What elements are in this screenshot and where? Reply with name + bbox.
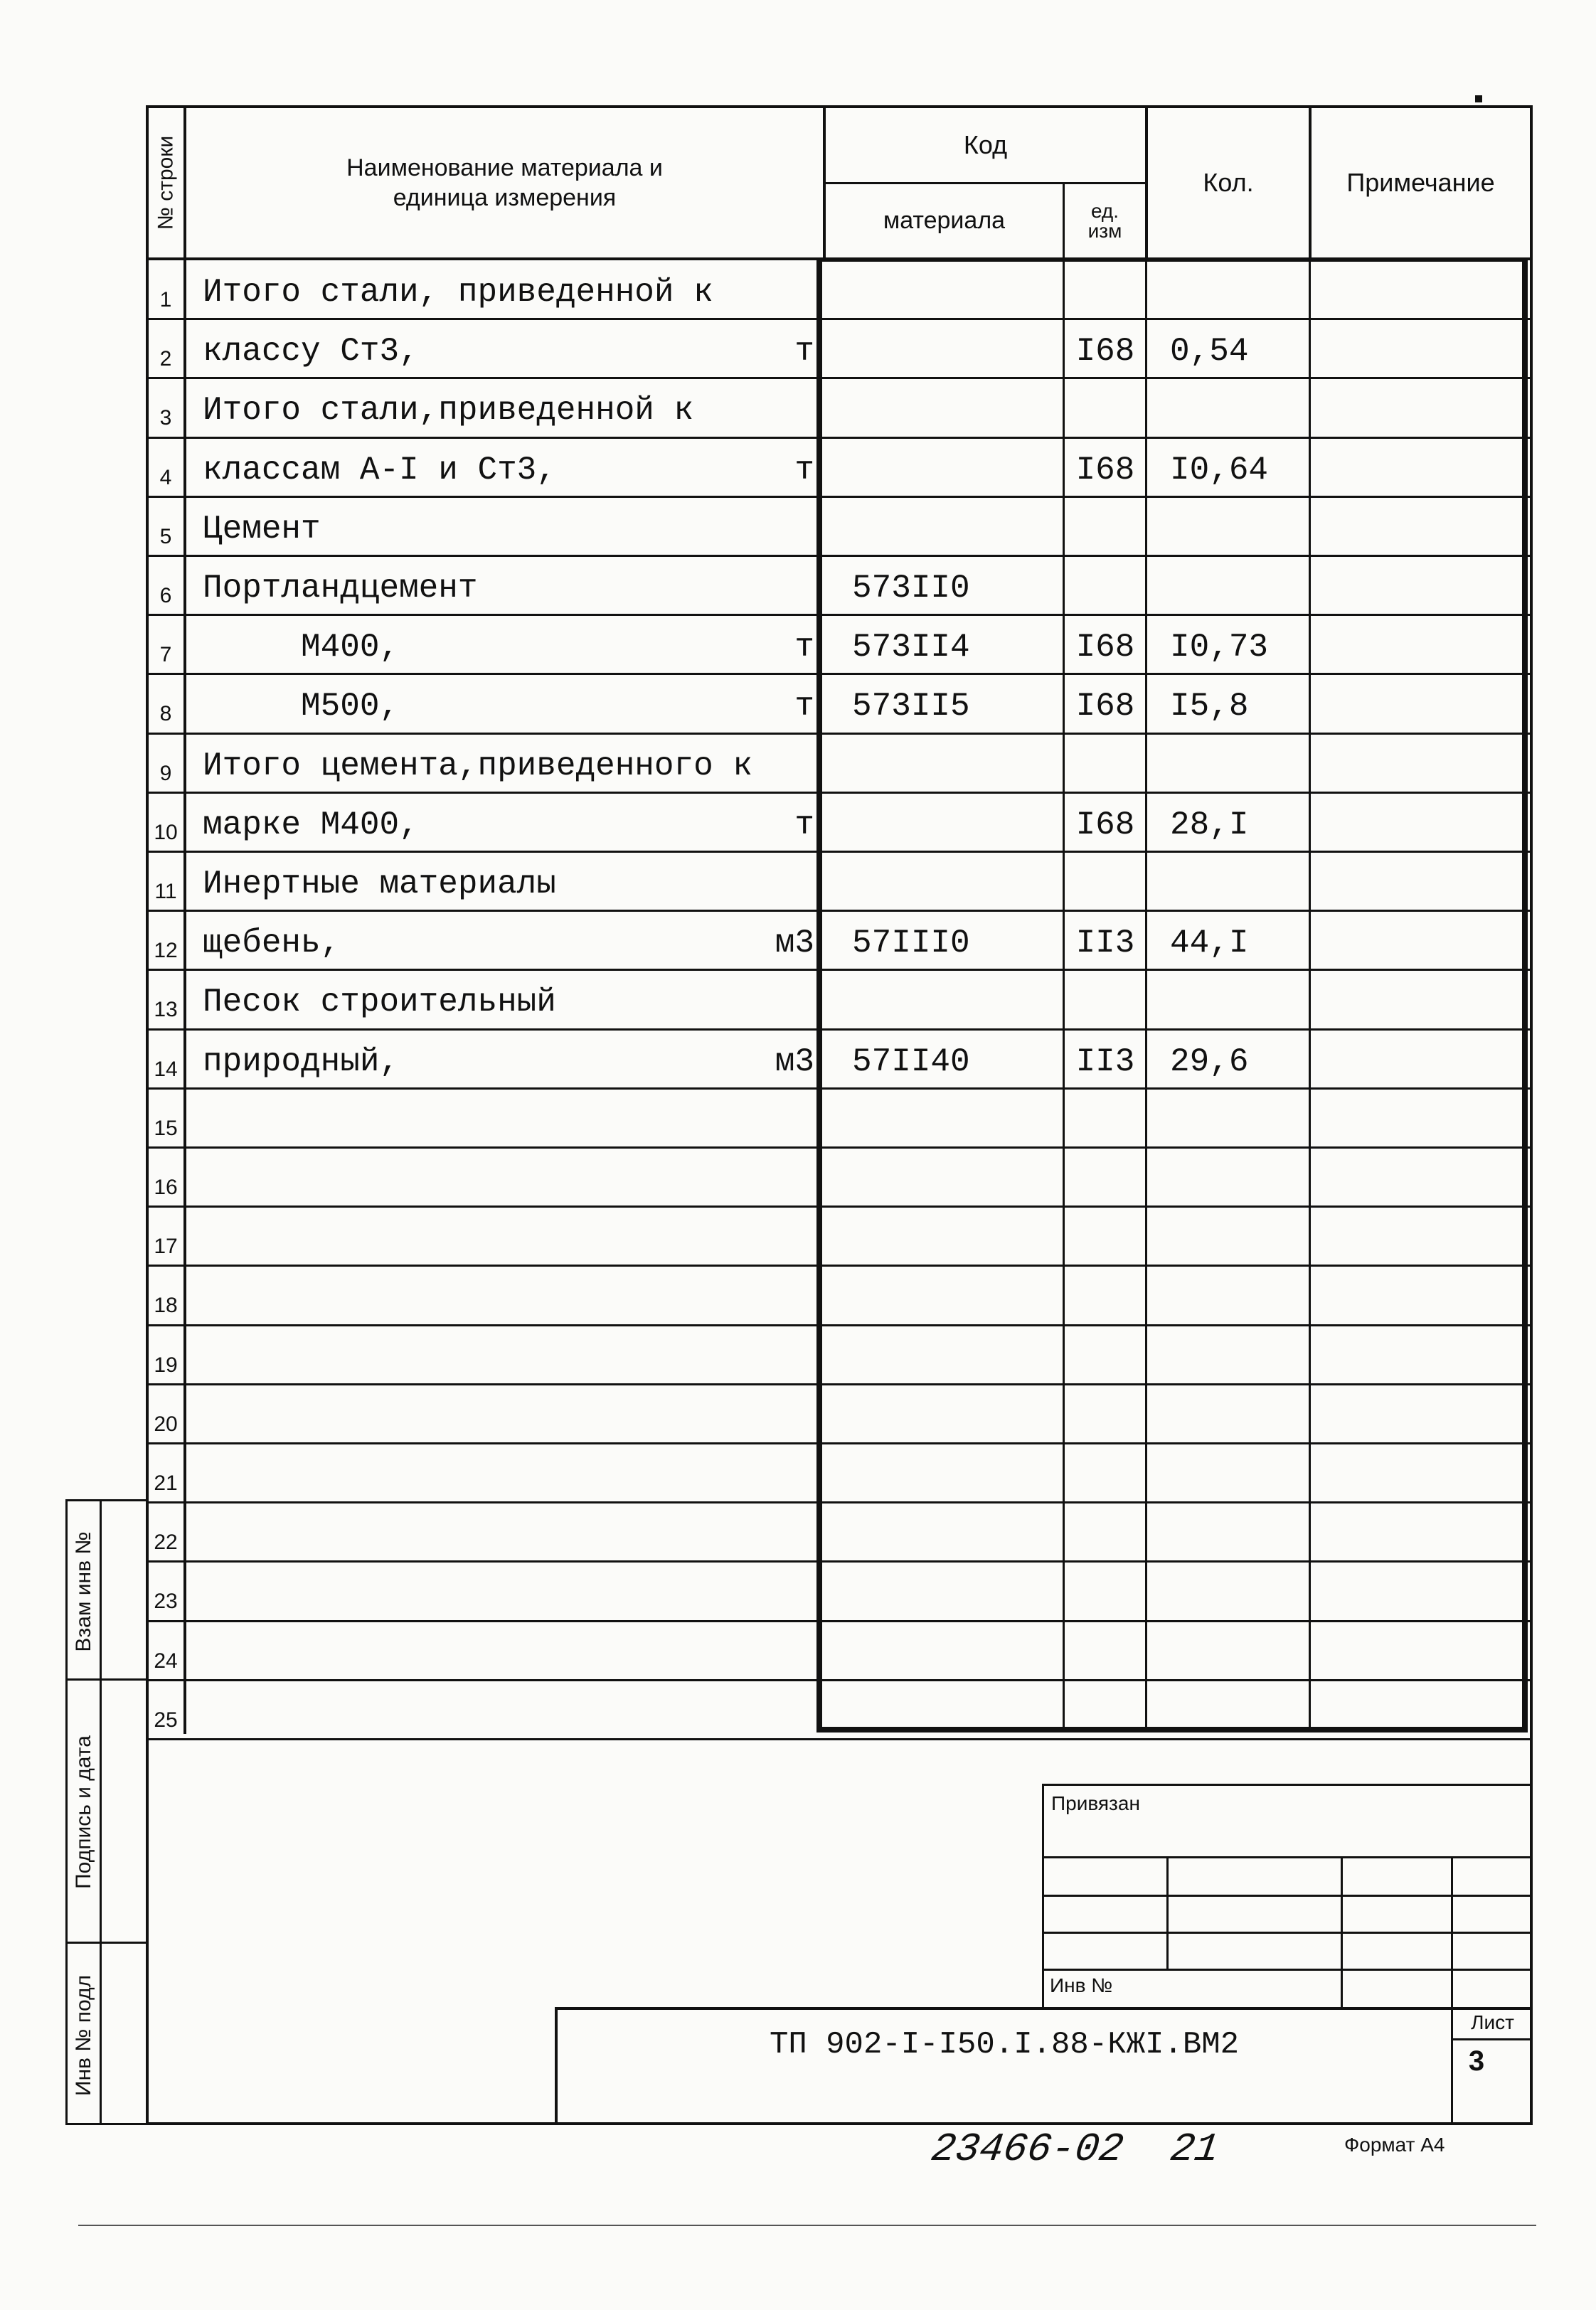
row-unit [725, 734, 814, 793]
row-number: 6 [159, 584, 172, 607]
header-note: Примечание [1346, 168, 1495, 197]
row-note [1316, 1266, 1522, 1325]
row-number: 15 [154, 1117, 178, 1140]
row-unit: т [794, 688, 814, 725]
row-material-code [852, 378, 1058, 437]
row-qty [1170, 1089, 1305, 1148]
row-material-code [852, 852, 1058, 911]
row-note [1316, 1030, 1522, 1089]
row-material-code: 573II4 [852, 629, 970, 666]
row-name [203, 1326, 743, 1385]
row-name: М500, [203, 688, 400, 725]
row-unit [725, 556, 814, 615]
row-unit-code: II3 [1075, 1043, 1135, 1080]
row-qty: 44,I [1170, 925, 1249, 962]
row-note [1316, 1148, 1522, 1207]
row-name [203, 1266, 743, 1325]
row-unit [725, 497, 814, 556]
title-block-inv-no: Инв № [1050, 1974, 1113, 1996]
row-number: 18 [154, 1294, 178, 1317]
row-qty [1170, 1266, 1305, 1325]
row-unit-code: I68 [1075, 452, 1135, 489]
row-unit: м3 [775, 1043, 814, 1080]
row-material-code [852, 970, 1058, 1029]
side-stamp-sign: Подпись и дата [72, 1735, 95, 1889]
row-material-code [852, 1562, 1058, 1621]
row-qty: I0,73 [1170, 629, 1269, 666]
header-unit-line1: ед. [1090, 199, 1119, 222]
sheet-number: 3 [1468, 2045, 1485, 2077]
divider [1309, 262, 1311, 1732]
row-name: марке М400, [203, 807, 419, 843]
row-note [1316, 615, 1522, 674]
title-block-line [1451, 2007, 1453, 2125]
row-number: 19 [154, 1353, 178, 1377]
row-note [1316, 1385, 1522, 1444]
row-number: 21 [154, 1471, 178, 1495]
row-unit-code: I68 [1075, 333, 1135, 370]
row-unit [725, 1444, 814, 1503]
row-unit [725, 1503, 814, 1562]
row-number: 13 [154, 998, 178, 1021]
row-number: 7 [159, 643, 172, 666]
row-note [1316, 1089, 1522, 1148]
row-qty: 28,I [1170, 807, 1249, 843]
row-note [1316, 1622, 1522, 1681]
title-block-line [1042, 1895, 1533, 1897]
row-note [1316, 674, 1522, 733]
format-label: Формат А4 [1344, 2134, 1445, 2156]
header-qty: Кол. [1203, 168, 1254, 197]
row-material-code [852, 734, 1058, 793]
row-number: 1 [159, 288, 172, 312]
row-name [203, 1148, 743, 1207]
row-unit-code: I68 [1075, 688, 1135, 725]
row-unit [725, 970, 814, 1029]
row-unit-code [1067, 1089, 1144, 1148]
row-unit-code: I68 [1075, 629, 1135, 666]
row-unit-code [1067, 852, 1144, 911]
row-unit-code [1067, 1207, 1144, 1266]
row-unit [725, 1089, 814, 1148]
side-stamp-inv-podl: Инв № подл [72, 1974, 95, 2097]
row-note [1316, 1207, 1522, 1266]
row-qty [1170, 1148, 1305, 1207]
row-number: 25 [154, 1708, 178, 1732]
header-unit [1065, 184, 1145, 257]
row-number: 5 [159, 525, 172, 548]
row-qty [1170, 734, 1305, 793]
row-name: природный, [203, 1043, 400, 1080]
row-note [1316, 852, 1522, 911]
row-unit-code [1067, 497, 1144, 556]
sheet-label: Лист [1471, 2011, 1514, 2033]
title-block-line [1042, 1969, 1533, 1971]
row-qty [1170, 1207, 1305, 1266]
doc-code: ТП 902-I-I50.I.88-КЖI.ВМ2 [769, 2027, 1240, 2062]
row-unit [725, 378, 814, 437]
row-qty: I0,64 [1170, 452, 1269, 489]
row-unit [725, 1622, 814, 1681]
row-material-code [852, 1207, 1058, 1266]
title-block-line [1042, 1784, 1533, 1786]
top-mark [1475, 95, 1482, 102]
row-name: Цемент [203, 511, 321, 548]
row-number: 2 [159, 347, 172, 371]
row-material-code [852, 1089, 1058, 1148]
row-unit-code [1067, 1681, 1144, 1740]
row-material-code [852, 1266, 1058, 1325]
row-note [1316, 319, 1522, 378]
row-unit-code [1067, 1444, 1144, 1503]
row-note [1316, 1326, 1522, 1385]
row-material-code [852, 1681, 1058, 1740]
row-unit-code [1067, 1148, 1144, 1207]
row-material-code [852, 1326, 1058, 1385]
row-unit [725, 852, 814, 911]
row-name: Итого цемента,приведенного к [203, 747, 752, 784]
row-number: 20 [154, 1412, 178, 1436]
row-unit: м3 [775, 925, 814, 962]
row-material-code [852, 1444, 1058, 1503]
title-block-line [1166, 1856, 1169, 1969]
row-unit-code: II3 [1075, 925, 1135, 962]
row-material-code: 57II40 [852, 1043, 970, 1080]
divider [183, 105, 186, 1734]
row-number: 8 [159, 702, 172, 725]
bottom-rule [78, 2225, 1536, 2226]
row-unit-code [1067, 260, 1144, 319]
row-unit-code [1067, 1622, 1144, 1681]
row-number: 22 [154, 1531, 178, 1554]
row-qty [1170, 1385, 1305, 1444]
row-qty [1170, 556, 1305, 615]
row-unit [725, 1681, 814, 1740]
row-note [1316, 970, 1522, 1029]
row-qty: I5,8 [1170, 688, 1249, 725]
row-unit [725, 1385, 814, 1444]
title-block-line [1451, 1856, 1453, 2008]
row-number: 3 [159, 406, 172, 430]
row-unit-code [1067, 1385, 1144, 1444]
row-unit-code [1067, 970, 1144, 1029]
header-name-line1: Наименование материала и [346, 154, 663, 181]
row-qty [1170, 1562, 1305, 1621]
row-note [1316, 556, 1522, 615]
row-number: 11 [154, 880, 177, 903]
doc-code-box [555, 2007, 1533, 2125]
title-block-line [1451, 2038, 1533, 2040]
row-name [203, 1622, 743, 1681]
row-note [1316, 1503, 1522, 1562]
row-qty [1170, 497, 1305, 556]
row-note [1316, 1562, 1522, 1621]
row-qty [1170, 1444, 1305, 1503]
row-unit-code [1067, 1562, 1144, 1621]
row-unit: т [794, 807, 814, 843]
row-name: Портландцемент [203, 570, 478, 607]
header-row-number [148, 108, 183, 257]
row-unit: т [794, 629, 814, 666]
row-material-code [852, 260, 1058, 319]
row-unit [725, 1148, 814, 1207]
row-note [1316, 911, 1522, 970]
row-material-code: 573II5 [852, 688, 970, 725]
row-qty [1170, 970, 1305, 1029]
row-number: 17 [154, 1235, 178, 1258]
divider [1063, 262, 1065, 1732]
row-material-code [852, 319, 1058, 378]
row-qty [1170, 852, 1305, 911]
row-name [203, 1207, 743, 1266]
row-qty [1170, 378, 1305, 437]
row-name: Итого стали,приведенной к [203, 392, 694, 429]
header-name-line2: единица измерения [393, 184, 617, 211]
title-block-line [1341, 1856, 1343, 2008]
row-note [1316, 1444, 1522, 1503]
row-unit: т [794, 333, 814, 370]
row-material-code [852, 497, 1058, 556]
side-stamp-vzam: Взам инв № [72, 1531, 95, 1652]
row-unit [725, 1207, 814, 1266]
title-block-privyazan: Привязан [1051, 1792, 1140, 1814]
title-block-line [1042, 1932, 1533, 1934]
row-name: классам А-I и Ст3, [203, 452, 556, 489]
row-unit: т [794, 452, 814, 489]
row-material-code [852, 1148, 1058, 1207]
handwritten-number: 23466-02 21 [928, 2127, 1222, 2172]
row-number: 23 [154, 1590, 178, 1613]
header-unit-line2: изм [1087, 219, 1122, 242]
row-name: классу Ст3, [203, 333, 419, 370]
row-qty [1170, 1503, 1305, 1562]
row-number: 9 [159, 762, 172, 785]
row-unit [725, 1562, 814, 1621]
row-note [1316, 378, 1522, 437]
row-material-code: 573II0 [852, 570, 970, 607]
row-name [203, 1503, 743, 1562]
row-name [203, 1562, 743, 1621]
row-qty [1170, 1326, 1305, 1385]
row-unit-code [1067, 734, 1144, 793]
row-name: щебень, [203, 925, 341, 962]
row-note [1316, 438, 1522, 497]
row-material-code [852, 1503, 1058, 1562]
header-row-number-label: № строки [154, 135, 178, 230]
row-unit [725, 1326, 814, 1385]
row-name [203, 1444, 743, 1503]
row-material-code [852, 1385, 1058, 1444]
header-name [186, 108, 823, 257]
row-number: 4 [159, 466, 172, 489]
row-qty: 0,54 [1170, 333, 1249, 370]
row-unit-code [1067, 378, 1144, 437]
divider [1145, 262, 1147, 1732]
row-unit-code [1067, 1503, 1144, 1562]
row-material-code [852, 1622, 1058, 1681]
row-number: 24 [154, 1649, 178, 1673]
header-code: Код [963, 130, 1008, 159]
row-note [1316, 497, 1522, 556]
row-unit [725, 1266, 814, 1325]
row-name: Песок строительный [203, 984, 556, 1021]
row-number: 12 [154, 939, 178, 962]
row-note [1316, 260, 1522, 319]
row-name: М400, [203, 629, 400, 666]
row-name [203, 1385, 743, 1444]
row-material-code [852, 438, 1058, 497]
row-unit-code [1067, 1266, 1144, 1325]
row-material-code [852, 793, 1058, 852]
row-qty [1170, 1622, 1305, 1681]
row-unit-code: I68 [1075, 807, 1135, 843]
row-name [203, 1089, 743, 1148]
header-material: материала [883, 207, 1006, 234]
row-unit-code [1067, 556, 1144, 615]
title-block-line [1042, 1856, 1533, 1858]
row-number: 14 [154, 1058, 178, 1081]
row-note [1316, 793, 1522, 852]
row-number: 10 [154, 821, 178, 844]
row-qty [1170, 1681, 1305, 1740]
row-material-code: 57III0 [852, 925, 970, 962]
row-name: Итого стали, приведенной к [203, 274, 713, 311]
row-name: Инертные материалы [203, 866, 556, 903]
row-note [1316, 1681, 1522, 1740]
row-unit [725, 260, 814, 319]
row-note [1316, 734, 1522, 793]
row-name [203, 1681, 743, 1740]
row-qty: 29,6 [1170, 1043, 1249, 1080]
row-unit-code [1067, 1326, 1144, 1385]
row-qty [1170, 260, 1305, 319]
row-number: 16 [154, 1176, 178, 1199]
